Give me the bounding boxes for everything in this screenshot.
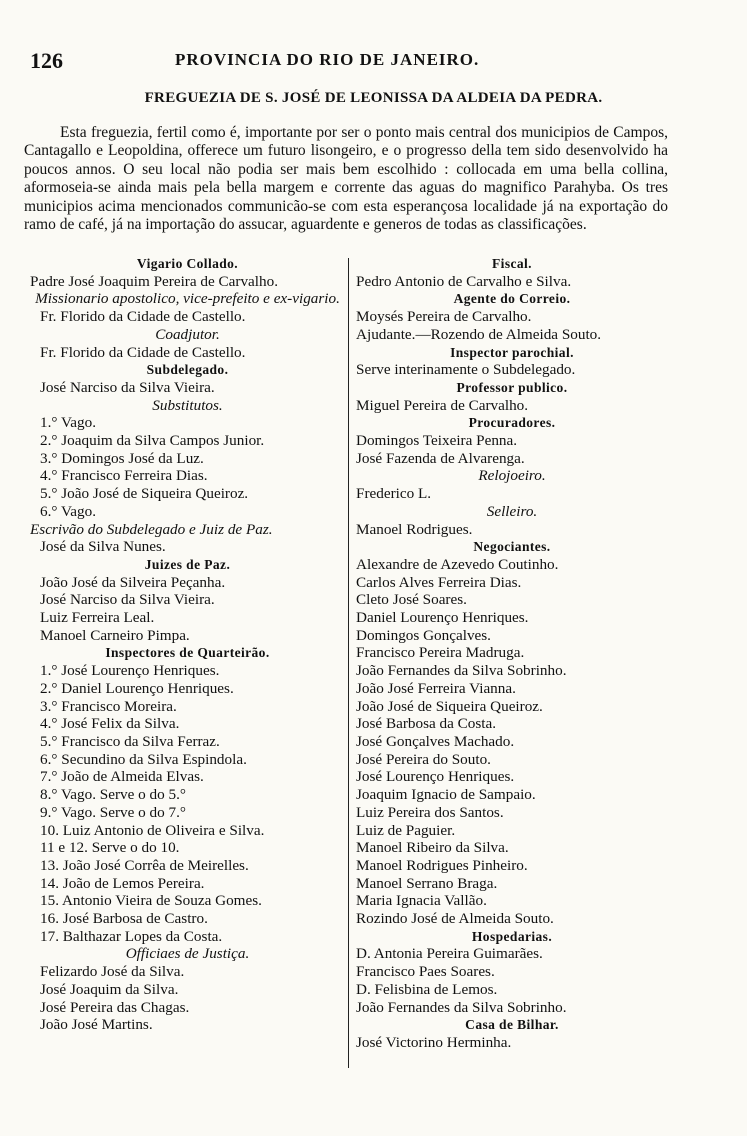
entry-line: José Lourenço Henriques. bbox=[356, 768, 515, 786]
entry-line: 10. Luiz Antonio de Oliveira e Silva. bbox=[40, 821, 265, 839]
entry-line: 3.° Domingos José da Luz. bbox=[40, 449, 204, 467]
right-column bbox=[356, 255, 668, 1052]
parish-title: FREGUEZIA DE S. JOSÉ DE LEONISSA DA ALDEIA DA PEDRA. bbox=[144, 90, 603, 106]
entry-line: 9.° Vago. Serve o do 7.° bbox=[40, 803, 187, 821]
entry-line: João José da Silveira Peçanha. bbox=[40, 573, 226, 591]
subsection-heading: Officiaes de Justiça. bbox=[125, 945, 250, 963]
subsection-heading: Missionario apostolico, vice-prefeito e ex-vigario. bbox=[35, 290, 340, 308]
entry-line: Alexandre de Azevedo Coutinho. bbox=[356, 555, 559, 573]
entry-line: Frederico L. bbox=[356, 485, 432, 503]
section-heading: Negociantes. bbox=[473, 539, 551, 555]
entry-line: João José de Siqueira Queiroz. bbox=[356, 697, 543, 715]
entry-line: Carlos Alves Ferreira Dias. bbox=[356, 573, 522, 591]
entry-line: Manoel Serrano Braga. bbox=[356, 874, 498, 892]
page-number: 126 bbox=[30, 48, 63, 73]
entry-line: Ajudante.—Rozendo de Almeida Souto. bbox=[356, 325, 602, 343]
entry-line: Manoel Rodrigues. bbox=[356, 520, 473, 538]
entry-line: José Gonçalves Machado. bbox=[356, 732, 515, 750]
section-heading: Casa de Bilhar. bbox=[465, 1017, 559, 1033]
entry-line: Manoel Carneiro Pimpa. bbox=[40, 626, 190, 644]
entry-line: José Barbosa da Costa. bbox=[356, 715, 497, 733]
entry-line: Domingos Teixeira Penna. bbox=[356, 432, 518, 450]
entry-line: 1.° Vago. bbox=[40, 414, 96, 432]
subsection-heading: Relojoeiro. bbox=[478, 467, 546, 485]
entry-line: 6.° Secundino da Silva Espindola. bbox=[40, 750, 247, 768]
entry-line: José Fazenda de Alvarenga. bbox=[356, 449, 525, 467]
page-header bbox=[30, 48, 730, 73]
entry-line: João Fernandes da Silva Sobrinho. bbox=[356, 662, 567, 680]
entry-line: 2.° Joaquim da Silva Campos Junior. bbox=[40, 432, 265, 450]
section-heading: Procuradores. bbox=[468, 415, 556, 431]
entry-line: José Joaquim da Silva. bbox=[40, 980, 179, 998]
section-heading: Fiscal. bbox=[492, 256, 532, 271]
section-heading: Vigario Collado. bbox=[136, 256, 239, 271]
section-heading: Professor publico. bbox=[456, 379, 568, 395]
intro-text: Esta freguezia, fertil como é, importante por ser o ponto mais central dos municipios de Campos, Cantagallo e Leopoldina, offerece um futuro lisongeiro, e o progresso della tem sido desenvolvido ha poucos annos. O seu local não podia ser mais bem escolhido : collocada em uma bella collina, aformoseia-se ainda mais pela bella margem e corrente das aguas do magnifico Parahyba. Os tres municipios acima mencionados communicão-se com esta esperançosa localidade já na exportação do ramo de café, já na importação do assucar, aguardente e generos de todas as classificações. bbox=[24, 124, 668, 234]
entry-line: 6.° Vago. bbox=[40, 502, 96, 520]
entry-line: 7.° João de Almeida Elvas. bbox=[40, 768, 204, 786]
entry-line: Padre José Joaquim Pereira de Carvalho. bbox=[30, 272, 278, 290]
entry-line: 3.° Francisco Moreira. bbox=[40, 697, 177, 715]
left-column bbox=[30, 255, 345, 1034]
entry-line: Luiz de Paguier. bbox=[356, 821, 456, 839]
entry-line: 14. João de Lemos Pereira. bbox=[40, 874, 205, 892]
entry-line: D. Felisbina de Lemos. bbox=[356, 980, 498, 998]
entry-line: D. Antonia Pereira Guimarães. bbox=[356, 945, 543, 963]
section-heading: Hospedarias. bbox=[471, 928, 553, 944]
section-heading: Agente do Correio. bbox=[453, 291, 571, 307]
entry-line: Francisco Paes Soares. bbox=[356, 963, 495, 981]
entry-line: João José Martins. bbox=[40, 1016, 153, 1034]
entry-line: 2.° Daniel Lourenço Henriques. bbox=[40, 679, 234, 697]
entry-line: 4.° José Felix da Silva. bbox=[40, 715, 180, 733]
entry-line: Maria Ignacia Vallão. bbox=[356, 892, 487, 910]
entry-line: José Pereira das Chagas. bbox=[40, 998, 190, 1016]
section-heading: Inspectores de Quarteirão. bbox=[105, 645, 270, 661]
entry-line: Felizardo José da Silva. bbox=[40, 963, 185, 981]
entry-line: Luiz Ferreira Leal. bbox=[40, 609, 155, 627]
entry-line: José da Silva Nunes. bbox=[40, 538, 166, 556]
entry-line: João Fernandes da Silva Sobrinho. bbox=[356, 998, 567, 1016]
entry-line: Daniel Lourenço Henriques. bbox=[356, 609, 529, 627]
entry-line: Fr. Florido da Cidade de Castello. bbox=[40, 343, 246, 361]
entry-line: Rozindo José de Almeida Souto. bbox=[356, 910, 554, 928]
entry-line: Luiz Pereira dos Santos. bbox=[356, 803, 504, 821]
entry-line: 5.° Francisco da Silva Ferraz. bbox=[40, 732, 220, 750]
column-divider bbox=[348, 258, 349, 1068]
entry-line: Francisco Pereira Madruga. bbox=[356, 644, 525, 662]
entry-line: José Narciso da Silva Vieira. bbox=[40, 378, 215, 396]
entry-line: Moysés Pereira de Carvalho. bbox=[356, 308, 532, 326]
entry-line: José Narciso da Silva Vieira. bbox=[40, 591, 215, 609]
entry-line: Manoel Ribeiro da Silva. bbox=[356, 839, 509, 857]
entry-line: 11 e 12. Serve o do 10. bbox=[40, 839, 180, 857]
entry-line: 4.° Francisco Ferreira Dias. bbox=[40, 467, 208, 485]
entry-line: 15. Antonio Vieira de Souza Gomes. bbox=[40, 892, 262, 910]
entry-line: Fr. Florido da Cidade de Castello. bbox=[40, 308, 246, 326]
section-heading: Juizes de Paz. bbox=[144, 556, 231, 572]
subsection-heading: Selleiro. bbox=[486, 502, 538, 520]
subsection-heading: Escrivão do Subdelegado e Juiz de Paz. bbox=[30, 520, 273, 538]
entry-line: Miguel Pereira de Carvalho. bbox=[356, 396, 529, 414]
subsection-heading: Substitutos. bbox=[152, 396, 223, 414]
entry-line: 16. José Barbosa de Castro. bbox=[40, 910, 208, 928]
entry-line: José Pereira do Souto. bbox=[356, 750, 491, 768]
entry-line: Domingos Gonçalves. bbox=[356, 626, 491, 644]
entry-line: Pedro Antonio de Carvalho e Silva. bbox=[356, 272, 572, 290]
entry-line: Serve interinamente o Subdelegado. bbox=[356, 361, 576, 379]
entry-line: 17. Balthazar Lopes da Costa. bbox=[40, 927, 223, 945]
subsection-heading: Coadjutor. bbox=[155, 325, 220, 343]
section-heading: Subdelegado. bbox=[146, 362, 229, 378]
section-heading: Inspector parochial. bbox=[450, 344, 574, 360]
entry-line: Joaquim Ignacio de Sampaio. bbox=[356, 786, 536, 804]
entry-line: 1.° José Lourenço Henriques. bbox=[40, 662, 220, 680]
running-title: PROVINCIA DO RIO DE JANEIRO. bbox=[175, 50, 480, 69]
intro-paragraph bbox=[24, 124, 668, 234]
entry-line: Manoel Rodrigues Pinheiro. bbox=[356, 856, 528, 874]
entry-line: João José Ferreira Vianna. bbox=[356, 679, 516, 697]
entry-line: 13. João José Corrêa de Meirelles. bbox=[40, 856, 249, 874]
entry-line: 5.° João José de Siqueira Queiroz. bbox=[40, 485, 249, 503]
entry-line: Cleto José Soares. bbox=[356, 591, 467, 609]
entry-line: 8.° Vago. Serve o do 5.° bbox=[40, 786, 187, 804]
entry-line: José Victorino Herminha. bbox=[356, 1033, 512, 1051]
